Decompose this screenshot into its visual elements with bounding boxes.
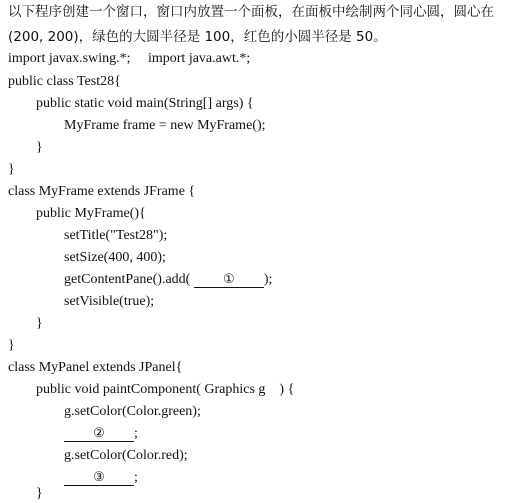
code-blank-2-line (64, 426, 138, 442)
blank-2-marker: ② (93, 425, 105, 440)
code-add-call: getContentPane().add( (64, 272, 191, 287)
question-line-1: 以下程序创建一个窗口，窗口内放置一个面板，在面板中绘制两个同心圆，圆心在 (8, 4, 494, 20)
blank-1 (194, 272, 264, 288)
code-constructor: public MyFrame(){ (36, 206, 146, 221)
code-class-myframe: class MyFrame extends JFrame { (8, 184, 196, 199)
question-line-2: (200, 200)，绿色的大圆半径是 100，红色的小圆半径是 50。 (8, 29, 387, 45)
code-add-close: ); (263, 272, 273, 287)
code-main-signature: public static void main(String[] args) { (36, 96, 254, 111)
code-brace: } (36, 140, 43, 155)
code-class-test28: public class Test28{ (8, 74, 121, 89)
code-brace: } (8, 338, 15, 353)
code-brace: } (8, 162, 15, 177)
code-blank-3-line (64, 470, 138, 486)
code-imports: import javax.swing.*; import java.awt.*; (8, 51, 251, 66)
code-brace: } (36, 316, 43, 331)
blank-3-marker: ③ (93, 469, 105, 484)
code-semicolon: ; (134, 470, 138, 485)
code-new-frame: MyFrame frame = new MyFrame(); (64, 118, 266, 133)
code-semicolon: ; (134, 426, 138, 441)
blank-2 (64, 426, 134, 442)
code-setcolor-green: g.setColor(Color.green); (64, 404, 201, 419)
blank-1-marker: ① (223, 271, 235, 286)
code-setsize: setSize(400, 400); (64, 250, 166, 265)
blank-3 (64, 470, 134, 486)
code-brace: } (36, 486, 43, 501)
code-settitle: setTitle("Test28"); (64, 228, 168, 243)
code-class-mypanel: class MyPanel extends JPanel{ (8, 360, 183, 375)
code-setcolor-red: g.setColor(Color.red); (64, 448, 188, 463)
code-paintcomponent: public void paintComponent( Graphics g ) { (36, 382, 295, 397)
code-setvisible: setVisible(true); (64, 294, 155, 309)
code-add-line (64, 272, 272, 288)
